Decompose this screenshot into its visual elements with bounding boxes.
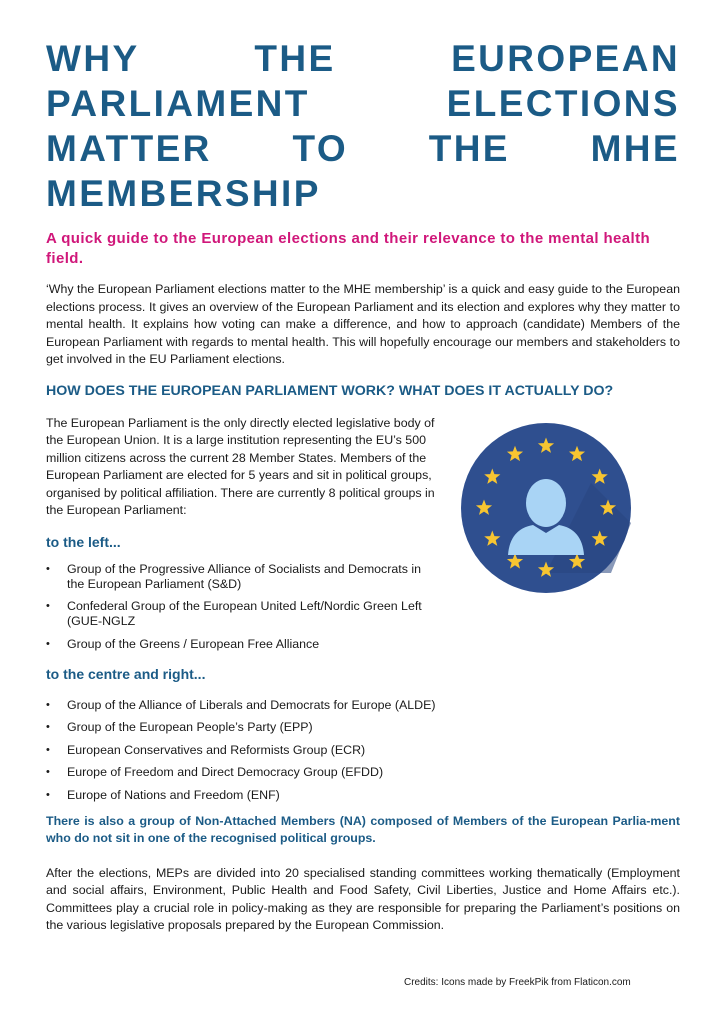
parliament-section [46,415,680,652]
right-groups-list [46,698,680,803]
left-groups-list [46,562,441,652]
closing-paragraph: After the elections, MEPs are divided into 20 specialised standing committees working thematically (Employment and social affairs, Environment, Public Health and Food Safety, Civil Liberties, Justice and Home Affairs etc.). Committees play a crucial role in policy-making as they are responsible for preparing the Parliament’s positions on the various legislative proposals prepared by the European Commission. [46,865,680,932]
list-item: • Group of the European People’s Party (EPP) [46,720,680,735]
intro-paragraph: ‘Why the European Parliament elections matter to the MHE membership’ is a quick and easy guide to the European elections process. It gives an overview of the European Parliament and its election and explores why they matter to mental health. It explains how voting can make a difference, and how to approach (candidate) Members of the European Parliament with regards to mental health. This will hopefully encourage our members and stakeholders to get involved in the EU Parliament elections. [46,282,680,366]
section-body: The European Parliament is the only directly elected legislative body of the European Union. It is a large institution representing the EU’s 500 million citizens across the current 28 Member States. Members of the European Parliament are elected for 5 years and sit in political groups, organised by political affiliation. There are currently 8 political groups in the European Parliament: [46,415,435,517]
list-item: • Europe of Nations and Freedom (ENF) [46,788,680,803]
list-item: • Confederal Group of the European United Left/Nordic Green Left (GUE-NGLZ [46,599,441,629]
list-item: • European Conservatives and Reformists Group (ECR) [46,743,680,758]
section-heading: HOW DOES THE EUROPEAN PARLIAMENT WORK? WHAT DOES IT ACTUALLY DO? [46,382,614,399]
list-item: • Group of the Greens / European Free Alliance [46,637,441,652]
list-item: • Group of the Progressive Alliance of Socialists and Democrats in the European Parliament (S&D) [46,562,441,592]
eu-parliament-member-icon [461,423,631,593]
document-page [46,36,680,935]
non-attached-note: There is also a group of Non-Attached Members (NA) composed of Members of the European Parlia-ment who do not sit in one of the recognised political groups. [46,813,680,845]
list-item: • Group of the Alliance of Liberals and Democrats for Europe (ALDE) [46,698,680,713]
credits-line: Credits: Icons made by FreekPik from Flaticon.com [404,977,631,988]
right-groups-heading: to the centre and right... [46,665,206,682]
left-groups-heading: to the left... [46,533,121,550]
list-item: • Europe of Freedom and Direct Democracy Group (EFDD) [46,765,680,780]
page-title: WHY THE EUROPEAN PARLIAMENT ELECTIONS MATTER TO THE MHE MEMBERSHIP [46,38,680,214]
subtitle: A quick guide to the European elections and their relevance to the mental health field. [46,230,651,267]
